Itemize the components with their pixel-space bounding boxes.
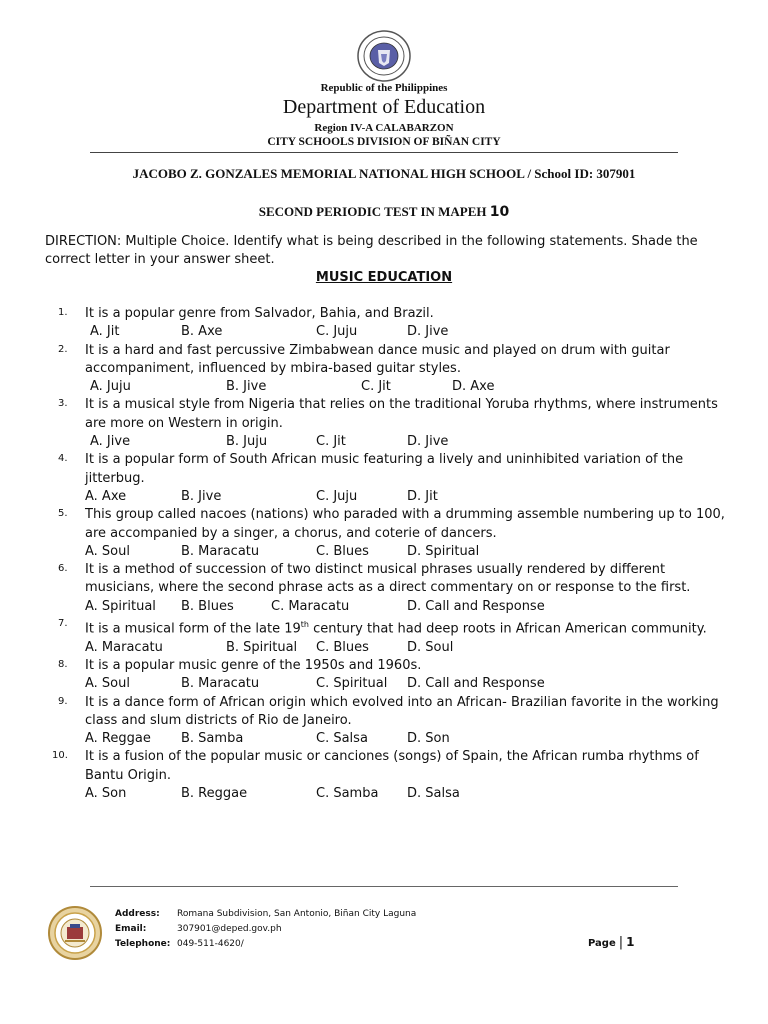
option-row: [0, 730, 768, 748]
question-item: [0, 396, 768, 451]
page-number: 1: [626, 935, 635, 949]
region-heading: Region IV-A CALABARZON: [314, 122, 454, 134]
option-c: C. Blues: [316, 543, 369, 559]
option-c: C. Jit: [361, 379, 391, 395]
option-d: D. Call and Response: [407, 598, 545, 614]
page-indicator: [588, 935, 635, 950]
question-number: 4.: [58, 453, 68, 465]
question-text-part: century that had deep roots in African American community.: [308, 621, 707, 637]
option-b: B. Jive: [226, 379, 267, 395]
option-c: C. Blues: [316, 639, 369, 655]
option-c: C. Maracatu: [271, 598, 350, 614]
division-heading: CITY SCHOOLS DIVISION OF BIÑAN CITY: [267, 136, 501, 148]
option-d: D. Son: [407, 731, 450, 747]
header-divider: [90, 152, 678, 153]
question-number: 7.: [58, 618, 68, 630]
question-number: 8.: [58, 658, 68, 670]
test-title-text: SECOND PERIODIC TEST IN MAPEH: [258, 204, 487, 219]
question-item: [0, 506, 768, 561]
option-a: A. Axe: [85, 488, 127, 504]
question-number: 3.: [58, 398, 68, 410]
option-b: B. Maracatu: [181, 543, 260, 559]
option-d: D. Jit: [407, 488, 438, 504]
option-b: B. Spiritual: [226, 639, 298, 655]
question-item: [0, 748, 768, 803]
option-a: A. Juju: [90, 379, 131, 395]
option-row: [0, 378, 768, 396]
option-a: A. Jit: [90, 324, 120, 340]
footer-divider: [90, 886, 678, 887]
option-b: B. Maracatu: [181, 676, 260, 692]
option-d: D. Call and Response: [407, 676, 545, 692]
question-number: 5.: [58, 508, 68, 520]
option-d: D. Axe: [452, 379, 495, 395]
question-item: [0, 305, 768, 342]
option-c: C. Juju: [316, 324, 358, 340]
option-a: A. Soul: [85, 543, 130, 559]
option-row: [0, 785, 768, 803]
option-c: C. Jit: [316, 434, 346, 450]
option-c: C. Salsa: [316, 731, 368, 747]
option-a: A. Son: [85, 786, 127, 802]
question-text: This group called nacoes (nations) who paraded with a drumming assemble numbering up to 100, are accompanied by a singer, a chorus, and coterie of dancers.: [85, 507, 725, 541]
option-row: [0, 323, 768, 341]
option-row: [0, 488, 768, 506]
question-text: It is a musical style from Nigeria that relies on the traditional Yoruba rhythms, where instruments are more on Western in origin.: [85, 397, 718, 431]
question-number: 9.: [58, 695, 68, 707]
telephone-value: 049-511-4620/: [177, 939, 244, 949]
question-text: It is a method of succession of two distinct musical phrases usually rendered by different musicians, where the second phrase acts as a direct commentary on or response to the first.: [85, 562, 691, 596]
option-b: B. Juju: [226, 434, 268, 450]
question-text-part: It is a musical form of the late 19: [85, 621, 301, 637]
option-b: B. Samba: [181, 731, 244, 747]
option-a: A. Soul: [85, 676, 130, 692]
address-value: Romana Subdivision, San Antonio, Biñan City Laguna: [177, 909, 417, 919]
option-row: [0, 598, 768, 616]
telephone-label: Telephone:: [115, 939, 171, 949]
question-item: [0, 451, 768, 506]
superscript-th: th: [300, 620, 309, 630]
question-text: [85, 616, 730, 639]
option-row: [0, 433, 768, 451]
option-row: [0, 543, 768, 561]
question-text: It is a hard and fast percussive Zimbabwean dance music and played on drum with guitar accompaniment, influenced by mbira-based guitar styles.: [85, 342, 670, 376]
option-a: A. Jive: [90, 434, 131, 450]
direction-text: DIRECTION: Multiple Choice. Identify what is being described in the following statements. Shade the correct letter in your answer sheet.: [45, 234, 698, 267]
deped-seal-icon: [349, 30, 419, 82]
question-text: It is a popular form of South African music featuring a lively and uninhibited variation of the jitterbug.: [85, 452, 684, 486]
option-d: D. Salsa: [407, 786, 460, 802]
school-name: JACOBO Z. GONZALES MEMORIAL NATIONAL HIGH SCHOOL / School ID: 307901: [132, 166, 636, 181]
test-grade: 10: [489, 204, 510, 220]
question-list: [0, 305, 768, 803]
question-item: [0, 561, 768, 616]
option-row: [0, 639, 768, 657]
question-number: 1.: [58, 307, 68, 318]
question-text: It is a popular genre from Salvador, Bahia, and Brazil.: [85, 306, 434, 321]
republic-heading: Republic of the Philippines: [320, 82, 448, 94]
option-d: D. Soul: [407, 639, 454, 655]
email-label: Email:: [115, 924, 147, 934]
email-value: 307901@deped.gov.ph: [177, 924, 282, 934]
option-b: B. Axe: [181, 324, 223, 340]
option-b: B. Reggae: [181, 786, 248, 802]
question-text: It is a dance form of African origin which evolved into an African- Brazilian favorite in the working class and slum districts of Rio de Janeiro.: [85, 694, 719, 728]
question-item: [0, 616, 768, 657]
section-title: MUSIC EDUCATION: [315, 270, 453, 285]
question-text: It is a popular music genre of the 1950s and 1960s.: [85, 657, 422, 673]
school-seal-icon: [48, 906, 102, 960]
option-c: C. Juju: [316, 488, 358, 504]
question-number: 6.: [58, 563, 68, 575]
page-separator: |: [618, 935, 624, 950]
question-item: [0, 694, 768, 749]
option-a: A. Spiritual: [85, 598, 156, 614]
question-text: It is a fusion of the popular music or canciones (songs) of Spain, the African rumba rhythms of Bantu Origin.: [85, 749, 699, 783]
option-d: D. Spiritual: [407, 543, 480, 559]
option-d: D. Jive: [407, 324, 449, 340]
page-label: Page: [588, 938, 616, 949]
department-heading: Department of Education: [282, 96, 486, 118]
question-item: [0, 657, 768, 694]
test-title: [0, 204, 768, 220]
question-item: [0, 342, 768, 397]
question-number: 10.: [52, 750, 68, 762]
option-row: [0, 675, 768, 693]
option-c: C. Spiritual: [316, 676, 388, 692]
option-c: C. Samba: [316, 786, 379, 802]
option-b: B. Blues: [181, 598, 234, 614]
option-a: A. Maracatu: [85, 639, 163, 655]
address-label: Address:: [115, 909, 160, 919]
option-b: B. Jive: [181, 488, 222, 504]
option-d: D. Jive: [407, 434, 449, 450]
question-number: 2.: [58, 343, 68, 355]
option-a: A. Reggae: [85, 731, 151, 747]
